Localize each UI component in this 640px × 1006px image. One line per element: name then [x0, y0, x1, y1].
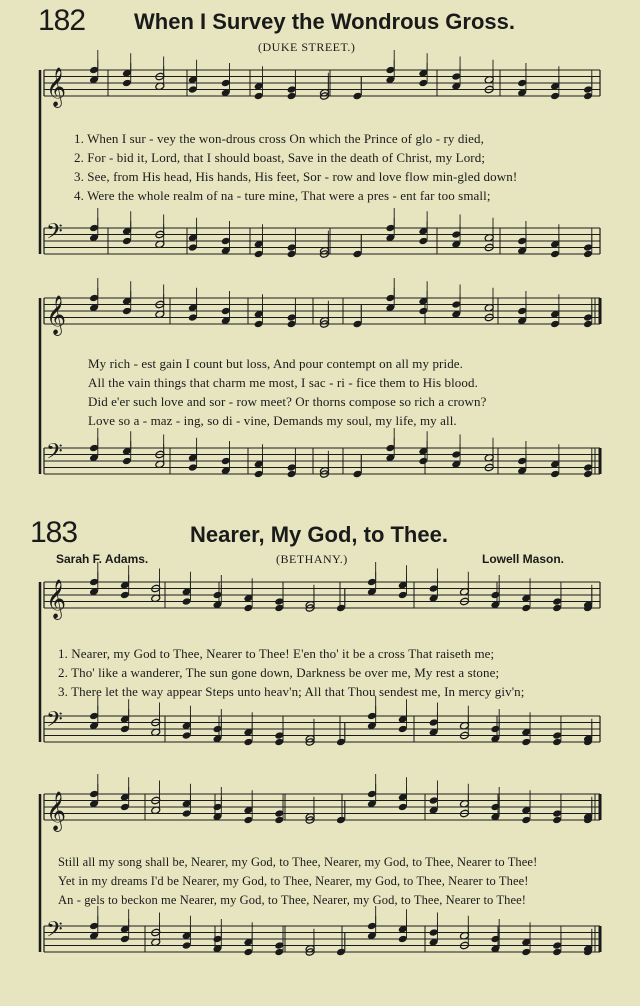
composer-credit: Lowell Mason. — [482, 552, 565, 566]
tune-name: (BETHANY.) — [276, 552, 348, 566]
svg-text:𝄢: 𝄢 — [46, 219, 63, 250]
verse-line: Yet in my dreams I'd be Nearer, my God, to Thee, Nearer, my God, to Thee, Nearer to Thee! — [58, 874, 529, 888]
verse-line: Still all my song shall be, Nearer, my God, to Thee, Nearer, my God, to Thee, Nearer to Thee! — [58, 855, 538, 869]
svg-text:𝄞: 𝄞 — [46, 579, 67, 619]
hymn-number: 183 — [30, 516, 78, 549]
verse-line: 2. For - bid it, Lord, that I should boast, Save in the death of Christ, my Lord; — [74, 150, 486, 165]
verse-line: 3. See, from His head, His hands, His feet, Sor - row and love flow min-gled down! — [74, 169, 518, 184]
svg-text:𝄞: 𝄞 — [46, 295, 67, 335]
svg-text:𝄢: 𝄢 — [46, 917, 63, 948]
author-credit: Sarah F. Adams. — [56, 552, 149, 566]
hymn-number: 182 — [38, 4, 86, 37]
verse-line: 3. There let the way appear Steps unto heav'n; All that Thou sendest me, In mercy giv'n; — [58, 684, 525, 699]
verse-line: An - gels to beckon me Nearer, my God, to Thee, Nearer, my God, to Thee, Nearer to Thee! — [58, 893, 527, 907]
verse-line: 4. Were the whole realm of na - ture mine, That were a pres - ent far too small; — [74, 188, 491, 203]
tune-name: (DUKE STREET.) — [258, 40, 356, 54]
hymn-title: When I Survey the Wondrous Gross. — [134, 9, 515, 34]
verse-line: Love so a - maz - ing, so di - vine, Demands my soul, my life, my all. — [88, 413, 457, 428]
svg-text:𝄢: 𝄢 — [46, 439, 63, 470]
verse-line: 1. When I sur - vey the won-drous cross On which the Prince of glo - ry died, — [74, 131, 485, 146]
svg-text:𝄢: 𝄢 — [46, 707, 63, 738]
verse-line: 2. Tho' like a wanderer, The sun gone down, Darkness be over me, My rest a stone; — [58, 665, 500, 680]
verse-line: All the vain things that charm me most, I sac - ri - fice them to His blood. — [88, 375, 478, 390]
svg-text:𝄞: 𝄞 — [46, 67, 67, 107]
hymn-title: Nearer, My God, to Thee. — [190, 522, 448, 547]
verse-line: My rich - est gain I count but loss, And pour contempt on all my pride. — [88, 356, 464, 371]
verse-line: Did e'er such love and sor - row meet? Or thorns compose so rich a crown? — [88, 394, 487, 409]
verse-line: 1. Nearer, my God to Thee, Nearer to Thee! E'en tho' it be a cross That raiseth me; — [58, 646, 495, 661]
svg-text:𝄞: 𝄞 — [46, 791, 67, 831]
